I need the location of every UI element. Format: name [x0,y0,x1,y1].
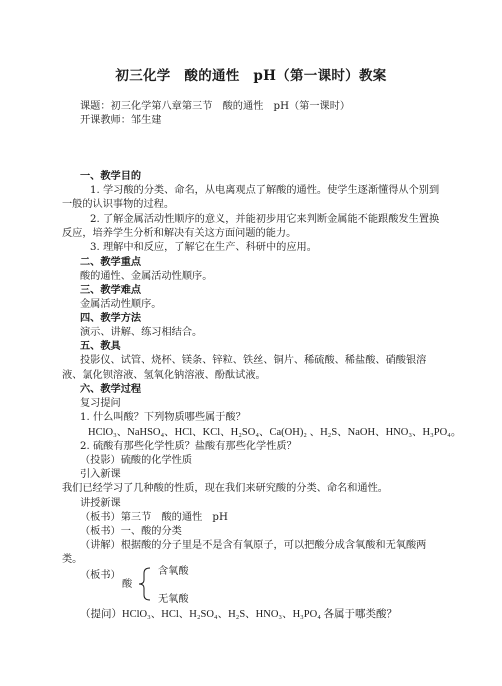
lesson-teacher: 开课教师：邹生建 [80,115,162,126]
explanation-line-2: 类。 [62,554,83,565]
intro-text: 我们已经学习了几种酸的性质，现在我们来研究酸的分类、命名和通性。 [62,483,388,494]
explanation-line-1: （讲解）根据酸的分子里是不是含有氧原子，可以把酸分成含氧酸和无氧酸两 [80,540,427,551]
focus-text: 酸的通性、金属活动性顺序。 [80,271,213,282]
section-heading-objectives: 一、教学目的 [80,170,142,182]
projection-note: （投影）硫酸的化学性质 [80,455,193,466]
objective-2-line-2: 反应，培养学生分析和解决有关这方面问题的能力。 [62,228,297,239]
section-heading-tools: 五、教具 [80,340,121,352]
review-label: 复习提问 [80,398,121,409]
intro-label: 引入新课 [80,469,121,480]
oxyacid-label: 含氧酸 [158,566,189,577]
board-note-1: （板书）第三节 酸的通性 pH [80,512,228,523]
question-1: 1. 什么叫酸？下列物质哪些属于酸？ [80,412,246,423]
formula-list: HClO₃、NaHSO₄、HCl、KCl、H₂SO₄、Ca(OH)₂ 、H₂S、NaOH、HNO₃、H₃PO₄。 [88,427,462,438]
classification-question: （提问）HClO₃、HCl、H₂SO₄、H₂S、HNO₃、H₃PO₄ 各属于哪类酸？ [80,609,398,620]
section-heading-method: 四、教学方法 [80,312,142,324]
difficulty-text: 金属活动性顺序。 [80,299,162,310]
non-oxyacid-label: 无氧酸 [158,594,189,605]
objective-1-line-2: 一般的认识事物的过程。 [62,199,175,210]
lesson-topic: 课题：初三化学第八章第三节 酸的通性 pH（第一课时） [80,101,351,112]
board-note-3: （板书） [80,570,121,581]
document-title: 初三化学 酸的通性 pH（第一课时）教案 [115,68,387,84]
acid-label: 酸 [122,579,133,590]
section-heading-process: 六、教学过程 [80,383,142,395]
objective-2-line-1: 2. 了解金属活动性顺序的意义，并能初步用它来判断金属能不能跟酸发生置换 [90,214,440,225]
tools-line-2: 液、氯化钡溶液、氢氧化钠溶液、酚酞试液。 [62,370,266,381]
objective-1-line-1: 1. 学习酸的分类、命名，从电离观点了解酸的通性。使学生逐渐懂得从个别到 [90,185,440,196]
question-2: 2. 硫酸有那些化学性质？盐酸有那些化学性质？ [80,441,297,452]
board-note-2: （板书）一、酸的分类 [80,526,182,537]
objective-3: 3. 理解中和反应，了解它在生产、科研中的应用。 [90,242,317,253]
section-heading-focus: 二、教学重点 [80,256,142,268]
method-text: 演示、讲解、练习相结合。 [80,327,203,338]
curly-brace-icon [138,567,152,601]
section-heading-difficulty: 三、教学难点 [80,284,142,296]
lecture-label: 讲授新课 [80,498,121,509]
tools-line-1: 投影仪、试管、烧杯、镁条、锌粒、铁丝、铜片、稀硫酸、稀盐酸、硝酸银溶 [80,355,427,366]
